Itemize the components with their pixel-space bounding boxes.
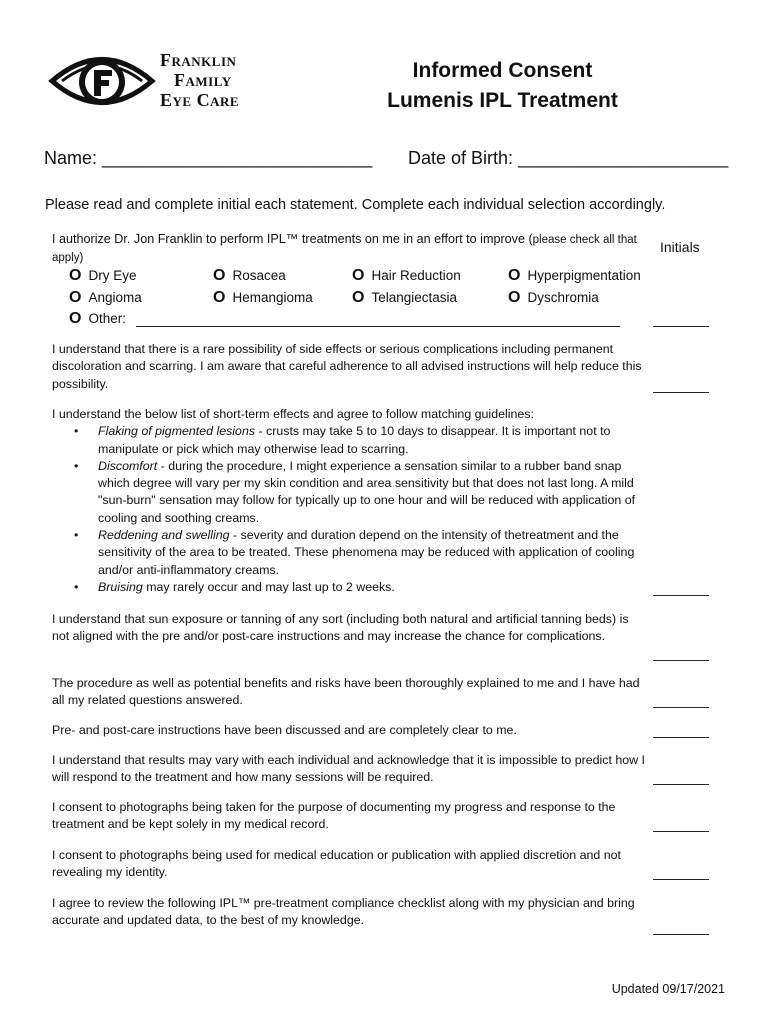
list-item bbox=[52, 423, 646, 458]
statement-sun-exposure: I understand that sun exposure or tanning of any sort (including both natural and artificial tanning beds) is not aligned with the pre and/or post-care instructions and may increase the chance for complications. bbox=[52, 612, 629, 644]
bullet-icon: • bbox=[74, 579, 79, 594]
option-hemangioma[interactable] bbox=[213, 289, 313, 307]
option-dyschromia[interactable] bbox=[508, 289, 599, 307]
name-blank-line[interactable]: ___________________________ bbox=[102, 148, 373, 168]
statement-photographs-record: I consent to photographs being taken for the purpose of documenting my progress and response to the treatment and be kept solely in my medical record. bbox=[52, 800, 616, 832]
effect-term: Flaking of pigmented lesions bbox=[98, 424, 256, 439]
statement-results-vary: I understand that results may vary with each individual and acknowledge that it is impossible to predict how I will respond to the treatment and how many sessions will be required. bbox=[52, 753, 645, 785]
initials-blank-1[interactable] bbox=[653, 326, 709, 327]
initials-blank-8[interactable] bbox=[653, 831, 709, 832]
option-angioma[interactable] bbox=[69, 289, 142, 307]
logo-line-3: Eye Care bbox=[160, 90, 240, 110]
option-label: Dry Eye bbox=[88, 268, 137, 283]
initials-blank-7[interactable] bbox=[653, 784, 709, 785]
statement-side-effects: I understand that there is a rare possibility of side effects or serious complications including permanent discoloration and scarring. I am aware that careful adherence to all advised instructions will help reduce this possibility. bbox=[52, 342, 642, 391]
statement-care-instructions: Pre- and post-care instructions have been discussed and are completely clear to me. bbox=[52, 723, 517, 737]
title-line-2: Lumenis IPL Treatment bbox=[387, 89, 618, 112]
initials-header: Initials bbox=[660, 239, 700, 255]
option-hyperpigmentation[interactable] bbox=[508, 267, 641, 285]
statement-compliance-checklist: I agree to review the following IPL™ pre-treatment compliance checklist along with my physician and bring accurate and updated data, to the best of my knowledge. bbox=[52, 896, 635, 928]
option-circle-icon[interactable]: O bbox=[508, 267, 521, 284]
eye-logo-icon bbox=[48, 46, 156, 116]
option-circle-icon[interactable]: O bbox=[69, 289, 82, 306]
list-item bbox=[52, 527, 646, 579]
effect-text: may rarely occur and may last up to 2 weeks. bbox=[142, 579, 395, 594]
option-label: Hyperpigmentation bbox=[527, 268, 641, 283]
option-circle-icon[interactable]: O bbox=[352, 267, 365, 284]
initials-blank-2[interactable] bbox=[653, 392, 709, 393]
bullet-icon: • bbox=[74, 528, 79, 543]
option-other[interactable] bbox=[69, 310, 126, 328]
title-line-1: Informed Consent bbox=[412, 59, 593, 82]
option-label: Hemangioma bbox=[232, 290, 313, 305]
updated-date: Updated 09/17/2021 bbox=[611, 982, 725, 996]
option-hair-reduction[interactable] bbox=[352, 267, 461, 285]
option-circle-icon[interactable]: O bbox=[69, 267, 82, 284]
bullet-icon: • bbox=[74, 424, 79, 439]
initials-blank-9[interactable] bbox=[653, 879, 709, 880]
option-label: Rosacea bbox=[232, 268, 286, 283]
option-label: Telangiectasia bbox=[371, 290, 458, 305]
dob-blank-line[interactable]: _____________________ bbox=[518, 148, 729, 168]
initials-blank-4[interactable] bbox=[653, 660, 709, 661]
option-rosacea[interactable] bbox=[213, 267, 286, 285]
short-term-effects bbox=[52, 406, 646, 596]
instructions-text: Please read and complete initial each statement. Complete each individual selection accordingly. bbox=[45, 197, 666, 213]
option-circle-icon[interactable]: O bbox=[213, 289, 226, 306]
statement-photographs-education: I consent to photographs being used for medical education or publication with applied discretion and not revealing my identity. bbox=[52, 848, 621, 880]
effect-text: - during the procedure, I might experience a sensation similar to a rubber band snap which degree will vary per my skin condition and area sensitivity but that does not last long. A mild "sun-burn" sensation may follow for typically up to one hour and will be reduced with application of cooling and soothing creams. bbox=[98, 458, 636, 525]
name-label: Name: bbox=[44, 148, 98, 168]
name-field[interactable] bbox=[44, 148, 372, 169]
initials-blank-6[interactable] bbox=[653, 737, 709, 738]
short-term-intro: I understand the below list of short-term effects and agree to follow matching guidelines: bbox=[52, 407, 534, 421]
initials-blank-10[interactable] bbox=[653, 934, 709, 935]
effect-term: Discomfort bbox=[98, 458, 158, 473]
option-label: Dyschromia bbox=[527, 290, 599, 305]
document-title bbox=[360, 56, 645, 116]
effect-text: - severity and duration depend on the intensity of thetreatment and the sensitivity of the area to be treated. These phenomena may be reduced with application of cooling and/or anti-inflammatory creams. bbox=[98, 528, 635, 577]
list-item bbox=[52, 579, 646, 596]
effect-text: - crusts may take 5 to 10 days to disappear. It is important not to manipulate or pick which may otherwise lead to scarring. bbox=[98, 424, 611, 456]
clinic-logo bbox=[48, 46, 278, 116]
initials-blank-5[interactable] bbox=[653, 707, 709, 708]
option-circle-icon[interactable]: O bbox=[213, 267, 226, 284]
statement-procedure-explained: The procedure as well as potential benefits and risks have been thoroughly explained to me and I have had all my related questions answered. bbox=[52, 676, 640, 708]
authorize-check-note: please check all that apply) bbox=[52, 234, 637, 265]
bullet-icon: • bbox=[74, 458, 79, 473]
short-term-list bbox=[52, 423, 646, 596]
option-circle-icon[interactable]: O bbox=[69, 310, 82, 327]
dob-field[interactable] bbox=[408, 148, 728, 169]
option-dry-eye[interactable] bbox=[69, 267, 136, 285]
effect-term: Bruising bbox=[98, 579, 143, 594]
list-item bbox=[52, 458, 646, 527]
option-label: Other: bbox=[88, 311, 126, 326]
dob-label: Date of Birth: bbox=[408, 148, 514, 168]
option-circle-icon[interactable]: O bbox=[352, 289, 365, 306]
logo-wordmark bbox=[160, 50, 239, 110]
option-label: Hair Reduction bbox=[371, 268, 461, 283]
initials-blank-3[interactable] bbox=[653, 595, 709, 596]
option-label: Angioma bbox=[88, 290, 142, 305]
logo-line-1: Franklin bbox=[160, 50, 237, 70]
logo-line-2: Family bbox=[174, 70, 232, 90]
authorize-statement bbox=[52, 231, 646, 268]
option-telangiectasia[interactable] bbox=[352, 289, 457, 307]
option-circle-icon[interactable]: O bbox=[508, 289, 521, 306]
effect-term: Reddening and swelling bbox=[98, 528, 230, 543]
authorize-text: I authorize Dr. Jon Franklin to perform IPL™ treatments on me in an effort to improve ( bbox=[52, 232, 533, 246]
other-input-line[interactable] bbox=[136, 326, 620, 327]
